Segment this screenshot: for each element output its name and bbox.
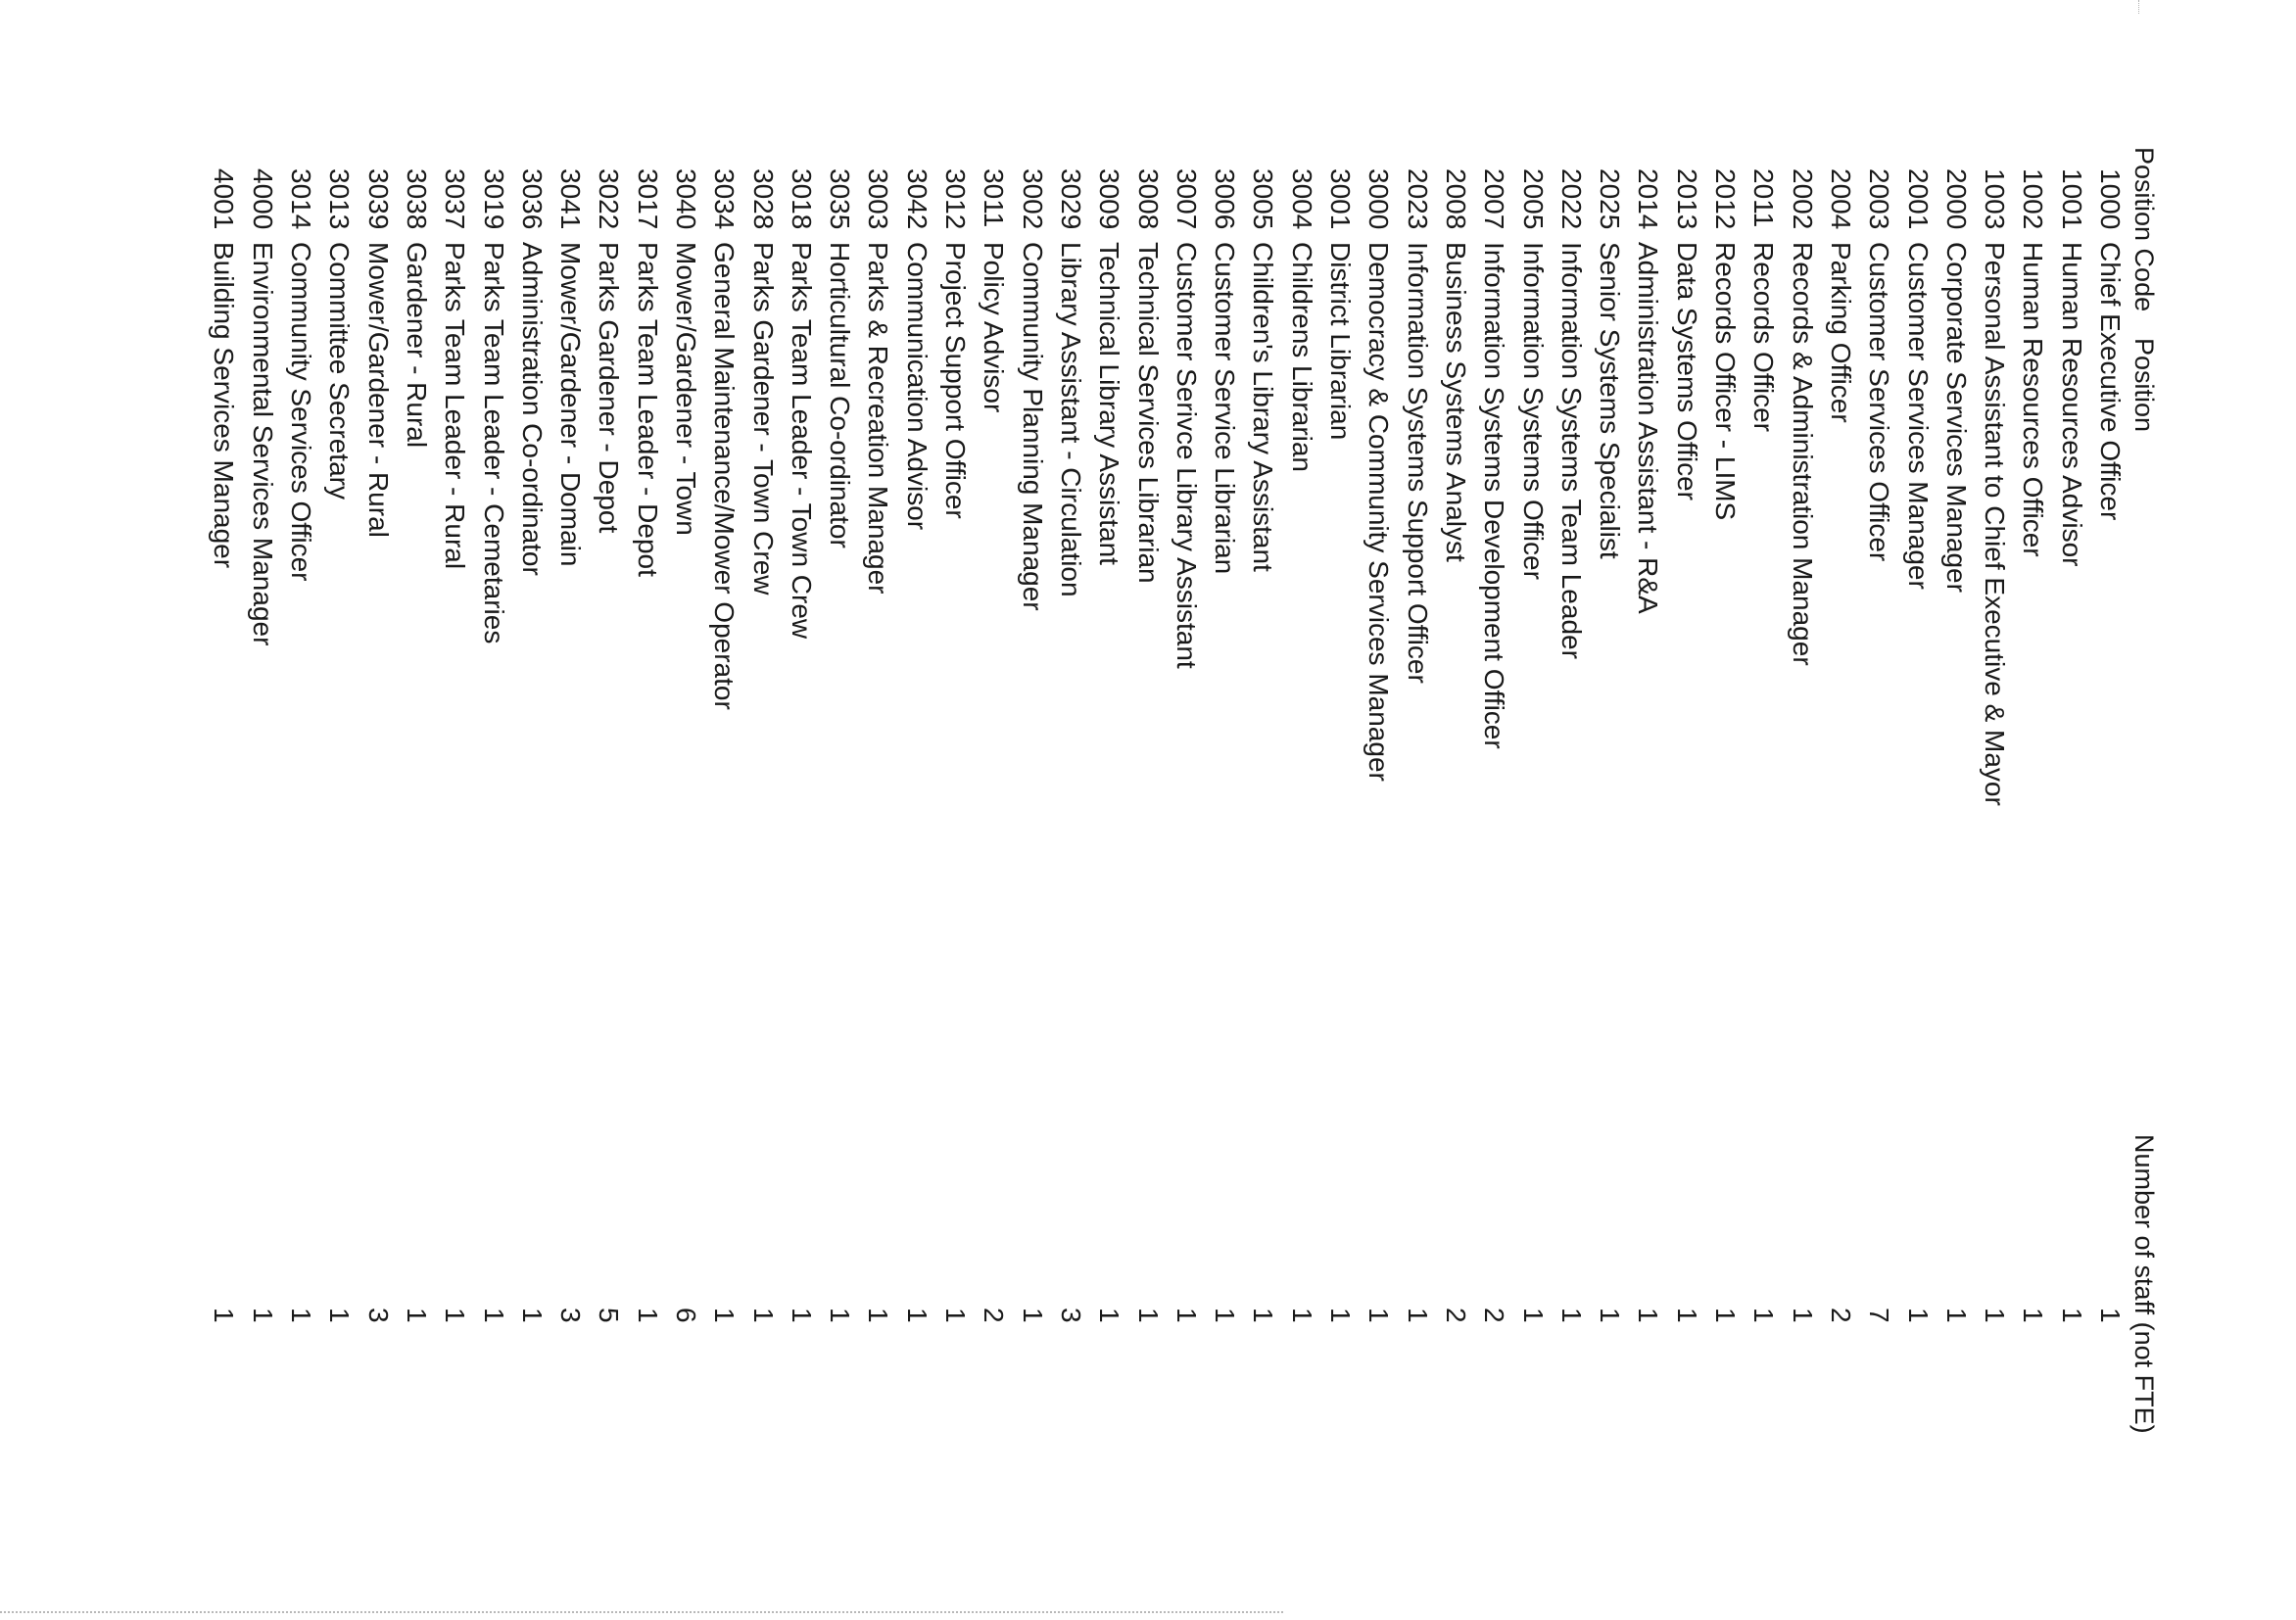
position-title: Records Officer - LIMS	[1710, 242, 1742, 521]
table-row	[513, 147, 551, 1538]
table-row	[1591, 147, 1629, 1538]
position-title: Administration Co-ordinator	[516, 242, 548, 576]
position-code: 3018	[786, 168, 817, 230]
position-code: 3028	[747, 168, 779, 230]
position-code: 2013	[1671, 168, 1702, 230]
table-row	[1321, 147, 1360, 1538]
table-row	[2091, 147, 2129, 1538]
table-row	[1976, 147, 2014, 1538]
staff-count: 1	[1555, 1308, 1587, 1323]
staff-count: 1	[1402, 1308, 1433, 1323]
table-row	[1475, 147, 1513, 1538]
staff-count: 3	[555, 1308, 587, 1323]
staff-count: 1	[1595, 1308, 1626, 1323]
position-title: Parks Gardener - Depot	[594, 242, 625, 534]
position-title: Democracy & Community Services Manager	[1363, 242, 1395, 782]
position-title: Mower/Gardener - Town	[671, 242, 702, 536]
position-title: Human Resources Officer	[2018, 242, 2049, 557]
table-row	[743, 147, 782, 1538]
position-title: Corporate Services Manager	[1940, 242, 1972, 593]
table-row	[1282, 147, 1320, 1538]
table-row	[1937, 147, 1976, 1538]
position-code: 2014	[1633, 168, 1664, 230]
staff-count: 2	[1479, 1308, 1510, 1323]
position-title: Records & Administration Manager	[1787, 242, 1818, 666]
scan-artifact-line	[0, 1611, 1283, 1613]
position-code: 3003	[863, 168, 894, 230]
table-body	[205, 147, 2129, 1538]
position-title: Committee Secretary	[324, 242, 356, 500]
staff-count: 1	[440, 1308, 471, 1323]
staff-count: 1	[2095, 1308, 2126, 1323]
table-row	[551, 147, 590, 1538]
position-code: 3034	[709, 168, 741, 230]
position-title: Parking Officer	[1825, 242, 1856, 423]
position-code: 3001	[1325, 168, 1357, 230]
position-title: Customer Serivce Library Assistant	[1171, 242, 1202, 669]
table-row	[474, 147, 512, 1538]
position-code: 2007	[1479, 168, 1510, 230]
position-code: 2000	[1940, 168, 1972, 230]
position-title: Information Systems Team Leader	[1555, 242, 1587, 659]
position-title: Senior Systems Specialist	[1595, 242, 1626, 559]
position-code: 2025	[1595, 168, 1626, 230]
table-row	[975, 147, 1013, 1538]
staff-count: 1	[1286, 1308, 1317, 1323]
position-code: 3002	[1017, 168, 1048, 230]
table-row	[1553, 147, 1591, 1538]
position-title: Parks & Recreation Manager	[863, 242, 894, 595]
table-row	[936, 147, 975, 1538]
table-row	[667, 147, 705, 1538]
position-code: 3000	[1363, 168, 1395, 230]
position-code: 3007	[1171, 168, 1202, 230]
position-code: 2005	[1517, 168, 1549, 230]
position-title: Community Services Officer	[286, 242, 317, 582]
position-title: Business Systems Analyst	[1440, 242, 1471, 562]
position-code: 3041	[555, 168, 587, 230]
position-title: Information Systems Development Officer	[1479, 242, 1510, 749]
table-row	[282, 147, 320, 1538]
table-row	[1244, 147, 1282, 1538]
staff-count: 1	[1094, 1308, 1125, 1323]
position-code: 2023	[1402, 168, 1433, 230]
staff-count: 1	[324, 1308, 356, 1323]
position-code: 3013	[324, 168, 356, 230]
position-title: Gardener - Rural	[401, 242, 432, 449]
position-code: 2002	[1787, 168, 1818, 230]
position-code: 4001	[209, 168, 240, 230]
table-row	[898, 147, 936, 1538]
table-row	[628, 147, 666, 1538]
staff-count: 1	[1748, 1308, 1780, 1323]
table-row	[398, 147, 436, 1538]
position-title: Technical Library Assistant	[1094, 242, 1125, 565]
position-title: Project Support Officer	[940, 242, 972, 519]
position-code: 3039	[362, 168, 394, 230]
position-title: Customer Service Librarian	[1210, 242, 1241, 575]
position-title: Policy Advisor	[979, 242, 1010, 413]
position-code: 2008	[1440, 168, 1471, 230]
position-code: 3040	[671, 168, 702, 230]
position-title: Personal Assistant to Chief Executive & Mayor	[1980, 242, 2011, 806]
table-row	[2052, 147, 2090, 1538]
staff-count: 1	[747, 1308, 779, 1323]
staff-count: 1	[1940, 1308, 1972, 1323]
staff-count: 1	[209, 1308, 240, 1323]
staff-count: 1	[247, 1308, 278, 1323]
position-title: Horticultural Co-ordinator	[825, 242, 856, 548]
staff-count: 1	[940, 1308, 972, 1323]
staff-count: 5	[594, 1308, 625, 1323]
position-title: Information Systems Support Officer	[1402, 242, 1433, 684]
position-title: Children's Library Assistant	[1248, 242, 1279, 572]
header-number-of-staff: Number of staff (not FTE)	[2129, 1134, 2159, 1434]
table-row	[1360, 147, 1398, 1538]
position-title: Customer Services Officer	[1864, 242, 1895, 562]
position-code: 3029	[1055, 168, 1086, 230]
staff-count: 1	[1325, 1308, 1357, 1323]
staff-count: 1	[1787, 1308, 1818, 1323]
staff-count: 2	[1440, 1308, 1471, 1323]
position-code: 1003	[1980, 168, 2011, 230]
staff-count: 1	[1633, 1308, 1664, 1323]
position-title: Mower/Gardener - Domain	[555, 242, 587, 567]
table-row	[1822, 147, 1860, 1538]
staff-count: 1	[2056, 1308, 2087, 1323]
staff-count: 2	[979, 1308, 1010, 1323]
table-row	[1629, 147, 1667, 1538]
position-title: Environmental Services Manager	[247, 242, 278, 646]
position-title: Library Assistant - Circulation	[1055, 242, 1086, 597]
position-title: Parks Team Leader - Depot	[632, 242, 663, 577]
position-code: 2011	[1748, 168, 1780, 228]
position-code: 3035	[825, 168, 856, 230]
position-title: Customer Services Manager	[1902, 242, 1934, 590]
header-position-code: Position Code	[2129, 147, 2159, 312]
staff-count: 1	[1980, 1308, 2011, 1323]
table-row	[1898, 147, 1937, 1538]
position-title: Data Systems Officer	[1671, 242, 1702, 501]
staff-count: 1	[786, 1308, 817, 1323]
table-row	[1206, 147, 1244, 1538]
staff-count: 1	[863, 1308, 894, 1323]
position-title: Chief Executive Officer	[2095, 242, 2126, 521]
position-code: 2012	[1710, 168, 1742, 230]
staff-count: 1	[709, 1308, 741, 1323]
position-code: 3042	[901, 168, 933, 230]
position-code: 3036	[516, 168, 548, 230]
staff-count: 1	[286, 1308, 317, 1323]
table-row	[2014, 147, 2052, 1538]
table-row	[590, 147, 628, 1538]
staff-count: 3	[362, 1308, 394, 1323]
table-row	[821, 147, 859, 1538]
position-code: 4000	[247, 168, 278, 230]
position-title: Parks Team Leader - Cemetaries	[478, 242, 509, 644]
table-row	[359, 147, 397, 1538]
position-title: Human Resources Advisor	[2056, 242, 2087, 567]
table-row	[320, 147, 359, 1538]
position-title: District Librarian	[1325, 242, 1357, 441]
position-title: Technical Services Librarian	[1132, 242, 1164, 584]
position-title: Childrens Librarian	[1286, 242, 1317, 473]
staff-count: 1	[1132, 1308, 1164, 1323]
table-row	[1090, 147, 1128, 1538]
staff-count: 1	[1171, 1308, 1202, 1323]
table-row	[1013, 147, 1051, 1538]
position-code: 2022	[1555, 168, 1587, 230]
table-row	[783, 147, 821, 1538]
header-position: Position	[2129, 338, 2159, 433]
staff-count: 3	[1055, 1308, 1086, 1323]
table-row	[1860, 147, 1898, 1538]
table-row	[1052, 147, 1090, 1538]
table-row	[1667, 147, 1705, 1538]
position-code: 3022	[594, 168, 625, 230]
table-row	[205, 147, 243, 1538]
table-row	[1513, 147, 1552, 1538]
position-title: Administration Assistant - R&A	[1633, 242, 1664, 614]
position-title: Community Planning Manager	[1017, 242, 1048, 611]
table-row	[1128, 147, 1167, 1538]
position-title: Records Officer	[1748, 242, 1780, 432]
position-code: 3009	[1094, 168, 1125, 230]
staff-count: 1	[401, 1308, 432, 1323]
position-title: General Maintenance/Mower Operator	[709, 242, 741, 710]
staff-count: 1	[1248, 1308, 1279, 1323]
staff-count: 1	[1710, 1308, 1742, 1323]
staff-count: 6	[671, 1308, 702, 1323]
position-code: 2004	[1825, 168, 1856, 230]
position-code: 1000	[2095, 168, 2126, 230]
position-title: Building Services Manager	[209, 242, 240, 569]
position-code: 2003	[1864, 168, 1895, 230]
staff-count: 1	[1517, 1308, 1549, 1323]
table-row	[243, 147, 281, 1538]
staff-count: 1	[1363, 1308, 1395, 1323]
position-code: 3019	[478, 168, 509, 230]
staff-count: 1	[2018, 1308, 2049, 1323]
position-title: Parks Team Leader - Rural	[440, 242, 471, 570]
table-row	[1706, 147, 1745, 1538]
position-code: 3011	[979, 168, 1010, 228]
table-row	[1168, 147, 1206, 1538]
staff-count: 7	[1864, 1308, 1895, 1323]
position-code: 1002	[2018, 168, 2049, 230]
table-row	[705, 147, 743, 1538]
position-code: 3004	[1286, 168, 1317, 230]
position-code: 3038	[401, 168, 432, 230]
position-code: 3017	[632, 168, 663, 230]
staff-count: 1	[1017, 1308, 1048, 1323]
table-row	[859, 147, 897, 1538]
position-code: 3008	[1132, 168, 1164, 230]
table-row	[1783, 147, 1821, 1538]
position-code: 3037	[440, 168, 471, 230]
scan-artifact-mark	[2138, 0, 2139, 14]
table-row	[436, 147, 474, 1538]
position-title: Information Systems Officer	[1517, 242, 1549, 580]
staff-count: 1	[1902, 1308, 1934, 1323]
position-code: 3014	[286, 168, 317, 230]
position-code: 3006	[1210, 168, 1241, 230]
staff-count: 1	[478, 1308, 509, 1323]
table-row	[1437, 147, 1475, 1538]
rotated-staff-table	[125, 147, 2163, 1538]
position-title: Parks Team Leader - Town Crew	[786, 242, 817, 640]
staff-count: 1	[825, 1308, 856, 1323]
table-row	[1398, 147, 1436, 1538]
position-title: Communication Advisor	[901, 242, 933, 531]
position-code: 3005	[1248, 168, 1279, 230]
position-title: Parks Gardener - Town Crew	[747, 242, 779, 596]
position-title: Mower/Gardener - Rural	[362, 242, 394, 538]
position-code: 1001	[2056, 168, 2087, 230]
staff-count: 1	[632, 1308, 663, 1323]
staff-count: 1	[1210, 1308, 1241, 1323]
position-code: 3012	[940, 168, 972, 230]
staff-count: 1	[1671, 1308, 1702, 1323]
table-row	[1745, 147, 1783, 1538]
position-code: 2001	[1902, 168, 1934, 230]
staff-count: 1	[516, 1308, 548, 1323]
staff-count: 1	[901, 1308, 933, 1323]
staff-count: 2	[1825, 1308, 1856, 1323]
